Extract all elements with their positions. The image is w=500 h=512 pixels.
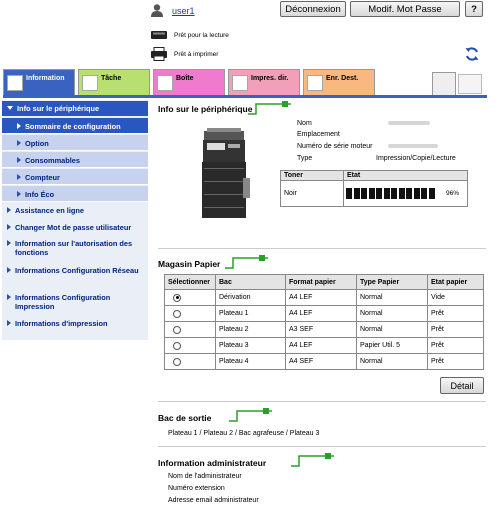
- tray-name: Plateau 1: [216, 306, 286, 322]
- sidebar-item-print-config[interactable]: [2, 293, 148, 311]
- sidebar-item-label: Informations d'impression: [15, 319, 108, 328]
- refresh-icon[interactable]: [464, 46, 480, 62]
- sidebar-item-label: Changer Mot de passe utilisateur: [15, 223, 132, 232]
- tray-size: A3 SEF: [286, 322, 357, 338]
- section-link-icon: [247, 101, 293, 115]
- sidebar-item-print-info[interactable]: [2, 319, 148, 328]
- section-divider: [158, 248, 486, 249]
- admin-email-label: Adresse email administrateur: [168, 497, 259, 504]
- tab-address-book-label: Enr. Dest.: [326, 75, 359, 82]
- arrow-icon: [7, 320, 11, 326]
- tab-direct-print[interactable]: [228, 69, 300, 95]
- tray-name: Plateau 2: [216, 322, 286, 338]
- info-tab-icon: [7, 75, 23, 91]
- arrow-icon: [17, 123, 21, 129]
- device-name-label: Nom: [297, 120, 312, 127]
- section-link-icon: [290, 453, 336, 467]
- table-header: Bac: [216, 275, 286, 290]
- sidebar-item-option[interactable]: [2, 135, 148, 151]
- table-row: [165, 306, 484, 322]
- toner-segment: [421, 188, 427, 199]
- sidebar-item-label: Consommables: [25, 156, 81, 165]
- redacted-value: [388, 144, 438, 148]
- tray-status: Vide: [428, 290, 484, 306]
- tray-name: Plateau 3: [216, 338, 286, 354]
- toner-level-bar: [344, 181, 444, 207]
- scanner-status: [150, 29, 229, 41]
- tray-size: A4 SEF: [286, 354, 357, 370]
- arrow-icon: [17, 191, 21, 197]
- tab-task-label: Tâche: [101, 75, 122, 82]
- task-tab-icon: [82, 75, 98, 91]
- address-book-tab-icon: [307, 75, 323, 91]
- sidebar-item-counter[interactable]: [2, 169, 148, 185]
- table-header: Format papier: [286, 275, 357, 290]
- sidebar-item-device-info[interactable]: [2, 101, 148, 116]
- sidebar-item-label: Assistance en ligne: [15, 206, 85, 215]
- toner-segment: [429, 188, 435, 199]
- toner-segment: [361, 188, 367, 199]
- toner-segment: [414, 188, 420, 199]
- sidebar-item-online-assistance[interactable]: [2, 206, 148, 215]
- table-row: [165, 290, 484, 306]
- sidebar-item-label: Information sur l'autorisation des fonctions: [15, 239, 133, 257]
- toner-table: [280, 170, 468, 207]
- tray-size: A4 LEF: [286, 290, 357, 306]
- arrow-icon: [7, 294, 11, 300]
- toner-segment: [391, 188, 397, 199]
- table-row: [165, 338, 484, 354]
- sidebar-item-label: Option: [25, 139, 49, 148]
- table-row: [165, 354, 484, 370]
- section-divider: [158, 401, 486, 402]
- tab-address-book[interactable]: [303, 69, 375, 95]
- sidebar-item-change-password[interactable]: [2, 223, 148, 232]
- output-tray-title: Bac de sortie: [158, 413, 212, 423]
- help-button[interactable]: ?: [465, 1, 483, 17]
- box-tab-icon: [157, 75, 173, 91]
- toner-segment: [354, 188, 360, 199]
- location-label: Emplacement: [297, 131, 340, 138]
- arrow-icon: [7, 207, 11, 213]
- printer-status: [150, 47, 218, 61]
- sidebar-item-config-summary[interactable]: [2, 118, 148, 134]
- table-header-row: [281, 171, 468, 181]
- table-header: Sélectionner: [165, 275, 216, 290]
- tray-type: Normal: [357, 306, 428, 322]
- admin-info-title: Information administrateur: [158, 458, 267, 468]
- expand-arrow-icon: [7, 106, 13, 110]
- admin-name-label: Nom de l'administrateur: [168, 473, 242, 480]
- admin-extension-label: Numéro extension: [168, 485, 225, 492]
- device-image: [199, 128, 251, 220]
- toner-segment: [376, 188, 382, 199]
- tab-box[interactable]: [153, 69, 225, 95]
- serial-label: Numéro de série moteur: [297, 143, 373, 150]
- tray-select-radio[interactable]: [173, 358, 181, 366]
- type-value: Impression/Copie/Lecture: [376, 155, 456, 162]
- printer-status-text: Prêt à imprimer: [174, 50, 219, 58]
- arrow-icon: [17, 140, 21, 146]
- device-info-title: Info sur le périphérique: [158, 104, 253, 114]
- sidebar-item-label: Compteur: [25, 173, 60, 182]
- tab-direct-print-label: Impres. dir.: [251, 75, 289, 82]
- device-settings-icon[interactable]: [432, 72, 456, 96]
- scanner-icon: [150, 29, 168, 41]
- section-link-icon: [228, 408, 274, 422]
- tray-type: Normal: [357, 322, 428, 338]
- table-row: [165, 322, 484, 338]
- toner-segment: [369, 188, 375, 199]
- tray-type: Normal: [357, 354, 428, 370]
- toner-name: Noir: [281, 181, 344, 207]
- sidebar-item-function-permissions[interactable]: [2, 239, 148, 257]
- change-password-button[interactable]: Modif. Mot Passe: [350, 1, 460, 17]
- arrow-icon: [17, 174, 21, 180]
- tray-select-radio[interactable]: [173, 294, 181, 302]
- table-header: Etat: [344, 171, 468, 181]
- scanner-status-text: Prêt pour la lecture: [174, 31, 229, 39]
- sidebar-item-label: Info Éco: [25, 190, 55, 199]
- sidebar-item-consumables[interactable]: [2, 152, 148, 168]
- tray-status: Prêt: [428, 306, 484, 322]
- toner-segment: [346, 188, 352, 199]
- user-name[interactable]: user1: [172, 6, 195, 16]
- tray-type: Papier Util. 5: [357, 338, 428, 354]
- sidebar-item-network-config[interactable]: [2, 266, 148, 275]
- tab-information-label: Information: [26, 75, 65, 82]
- detail-button[interactable]: Détail: [440, 377, 484, 394]
- tray-status: Prêt: [428, 322, 484, 338]
- tray-name: Plateau 4: [216, 354, 286, 370]
- sidebar-item-label: Informations Configuration Impression: [15, 293, 111, 311]
- table-header: Toner: [281, 171, 344, 181]
- tray-select-radio[interactable]: [173, 342, 181, 350]
- tray-type: Normal: [357, 290, 428, 306]
- table-header: Etat papier: [428, 275, 484, 290]
- tab-underline: [3, 95, 487, 98]
- type-label: Type: [297, 155, 313, 162]
- mail-icon[interactable]: [458, 74, 482, 94]
- tab-box-label: Boîte: [176, 75, 194, 82]
- sidebar-item-eco-info[interactable]: [2, 186, 148, 202]
- logout-button[interactable]: Déconnexion: [280, 1, 346, 17]
- arrow-icon: [17, 157, 21, 163]
- table-row: [281, 181, 468, 207]
- tray-status: Prêt: [428, 338, 484, 354]
- tab-information[interactable]: [3, 69, 75, 95]
- tray-status: Prêt: [428, 354, 484, 370]
- user-icon: [150, 3, 164, 17]
- toner-level-text: 96%: [443, 181, 468, 207]
- toner-segment: [384, 188, 390, 199]
- tab-task[interactable]: [78, 69, 150, 95]
- arrow-icon: [7, 224, 11, 230]
- paper-tray-title: Magasin Papier: [158, 259, 221, 269]
- arrow-icon: [7, 240, 11, 246]
- sidebar-item-label: Informations Configuration Réseau: [15, 266, 139, 275]
- redacted-value: [388, 121, 430, 125]
- table-header: Type Papier: [357, 275, 428, 290]
- tray-name: Dérivation: [216, 290, 286, 306]
- section-link-icon: [224, 255, 270, 269]
- table-header-row: [165, 275, 484, 290]
- tray-select-radio[interactable]: [173, 326, 181, 334]
- sidebar-item-label: Sommaire de configuration: [25, 122, 121, 131]
- tray-size: A4 LEF: [286, 338, 357, 354]
- printer-icon: [150, 47, 168, 61]
- toner-segment: [399, 188, 405, 199]
- output-tray-value: Plateau 1 / Plateau 2 / Bac agrafeuse / Plateau 3: [168, 430, 320, 437]
- sidebar-item-label: Info sur le périphérique: [17, 104, 100, 113]
- arrow-icon: [7, 267, 11, 273]
- tray-size: A4 LEF: [286, 306, 357, 322]
- toner-segment: [406, 188, 412, 199]
- paper-tray-table: [164, 274, 484, 370]
- tray-select-radio[interactable]: [173, 310, 181, 318]
- direct-print-tab-icon: [232, 75, 248, 91]
- section-divider: [158, 446, 486, 447]
